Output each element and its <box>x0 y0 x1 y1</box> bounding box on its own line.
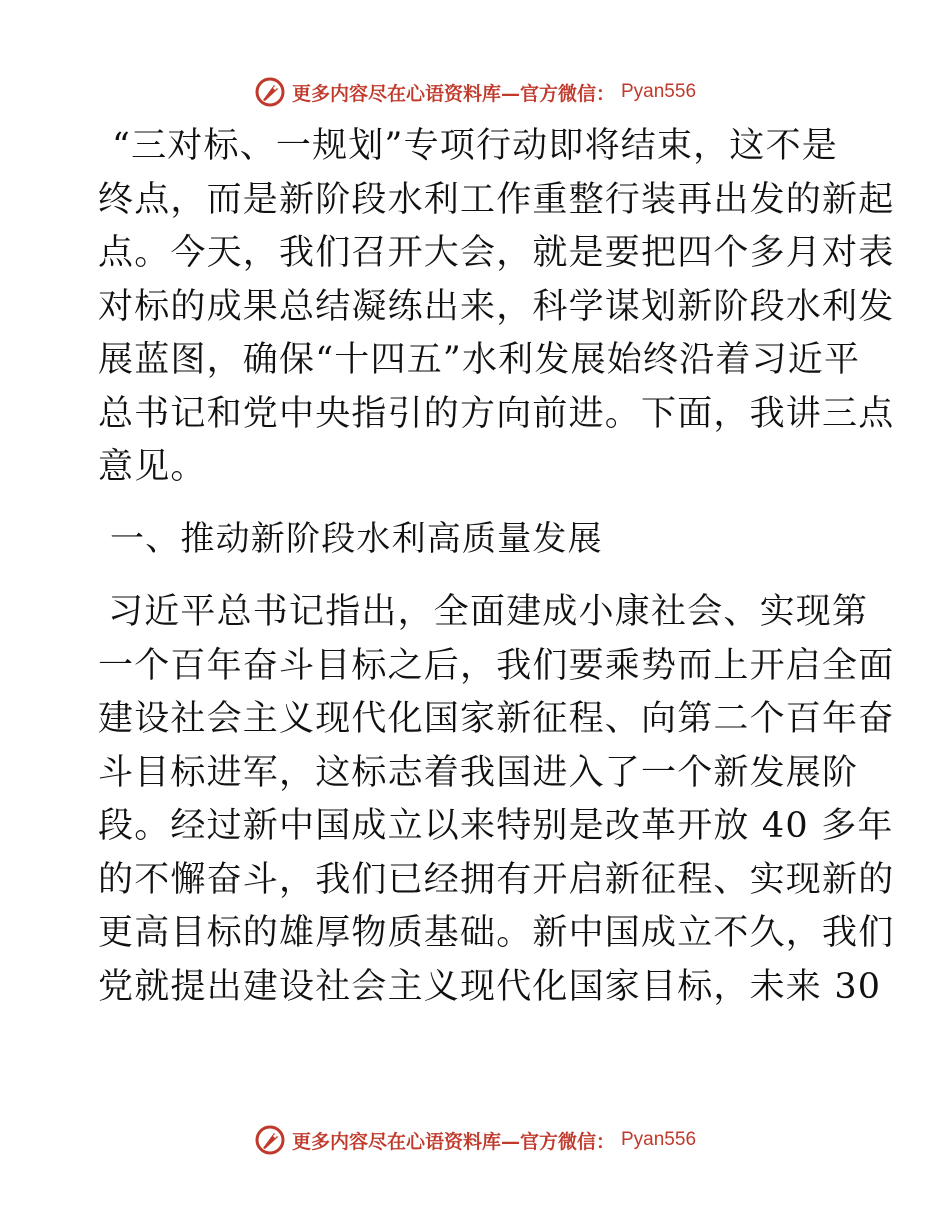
text-line: 一个百年奋斗目标之后，我们要乘势而上开启全面 <box>98 645 895 686</box>
text-line: 党就提出建设社会主义现代化国家目标，未来 30 <box>98 966 882 1007</box>
banner-wechat-handle: Pyan556 <box>621 81 697 102</box>
banner-text: 更多内容尽在心语资料库—官方微信： <box>291 82 615 105</box>
paragraph-section-one <box>98 586 895 1014</box>
document-body <box>98 120 895 1014</box>
text-line: 斗目标进军，这标志着我国进入了一个新发展阶 <box>98 752 859 793</box>
banner-wechat-handle: Pyan556 <box>621 1129 697 1150</box>
footer-banner <box>0 1120 950 1160</box>
paragraph-intro <box>98 120 895 495</box>
pen-nib-logo-icon <box>254 76 286 108</box>
text-line: 对标的成果总结凝练出来，科学谋划新阶段水利发 <box>98 286 895 327</box>
text-line: 点。今天，我们召开大会，就是要把四个多月对表 <box>98 233 895 273</box>
text-line: 建设社会主义现代化国家新征程、向第二个百年奋 <box>98 699 895 739</box>
text-line: “三对标、一规划”专项行动即将结束，这不是 <box>112 126 838 166</box>
text-line: 更高目标的雄厚物质基础。新中国成立不久，我们 <box>98 913 895 953</box>
text-line: 总书记和党中央指引的方向前进。下面，我讲三点 <box>98 393 895 434</box>
text-line: 终点，而是新阶段水利工作重整行装再出发的新起 <box>98 179 895 220</box>
header-banner <box>0 72 950 112</box>
text-line: 的不懈奋斗，我们已经拥有开启新征程、实现新的 <box>98 859 895 900</box>
text-line: 习近平总书记指出，全面建成小康社会、实现第 <box>108 592 869 632</box>
section-heading: 一、推动新阶段水利高质量发展 <box>110 518 603 559</box>
text-line: 展蓝图，确保“十四五”水利发展始终沿着习近平 <box>98 340 861 380</box>
banner-text: 更多内容尽在心语资料库—官方微信： <box>291 1130 615 1153</box>
text-line: 意见。 <box>98 447 207 487</box>
pen-nib-logo-icon <box>254 1124 286 1156</box>
text-line: 段。经过新中国成立以来特别是改革开放 40 多年 <box>98 806 894 846</box>
